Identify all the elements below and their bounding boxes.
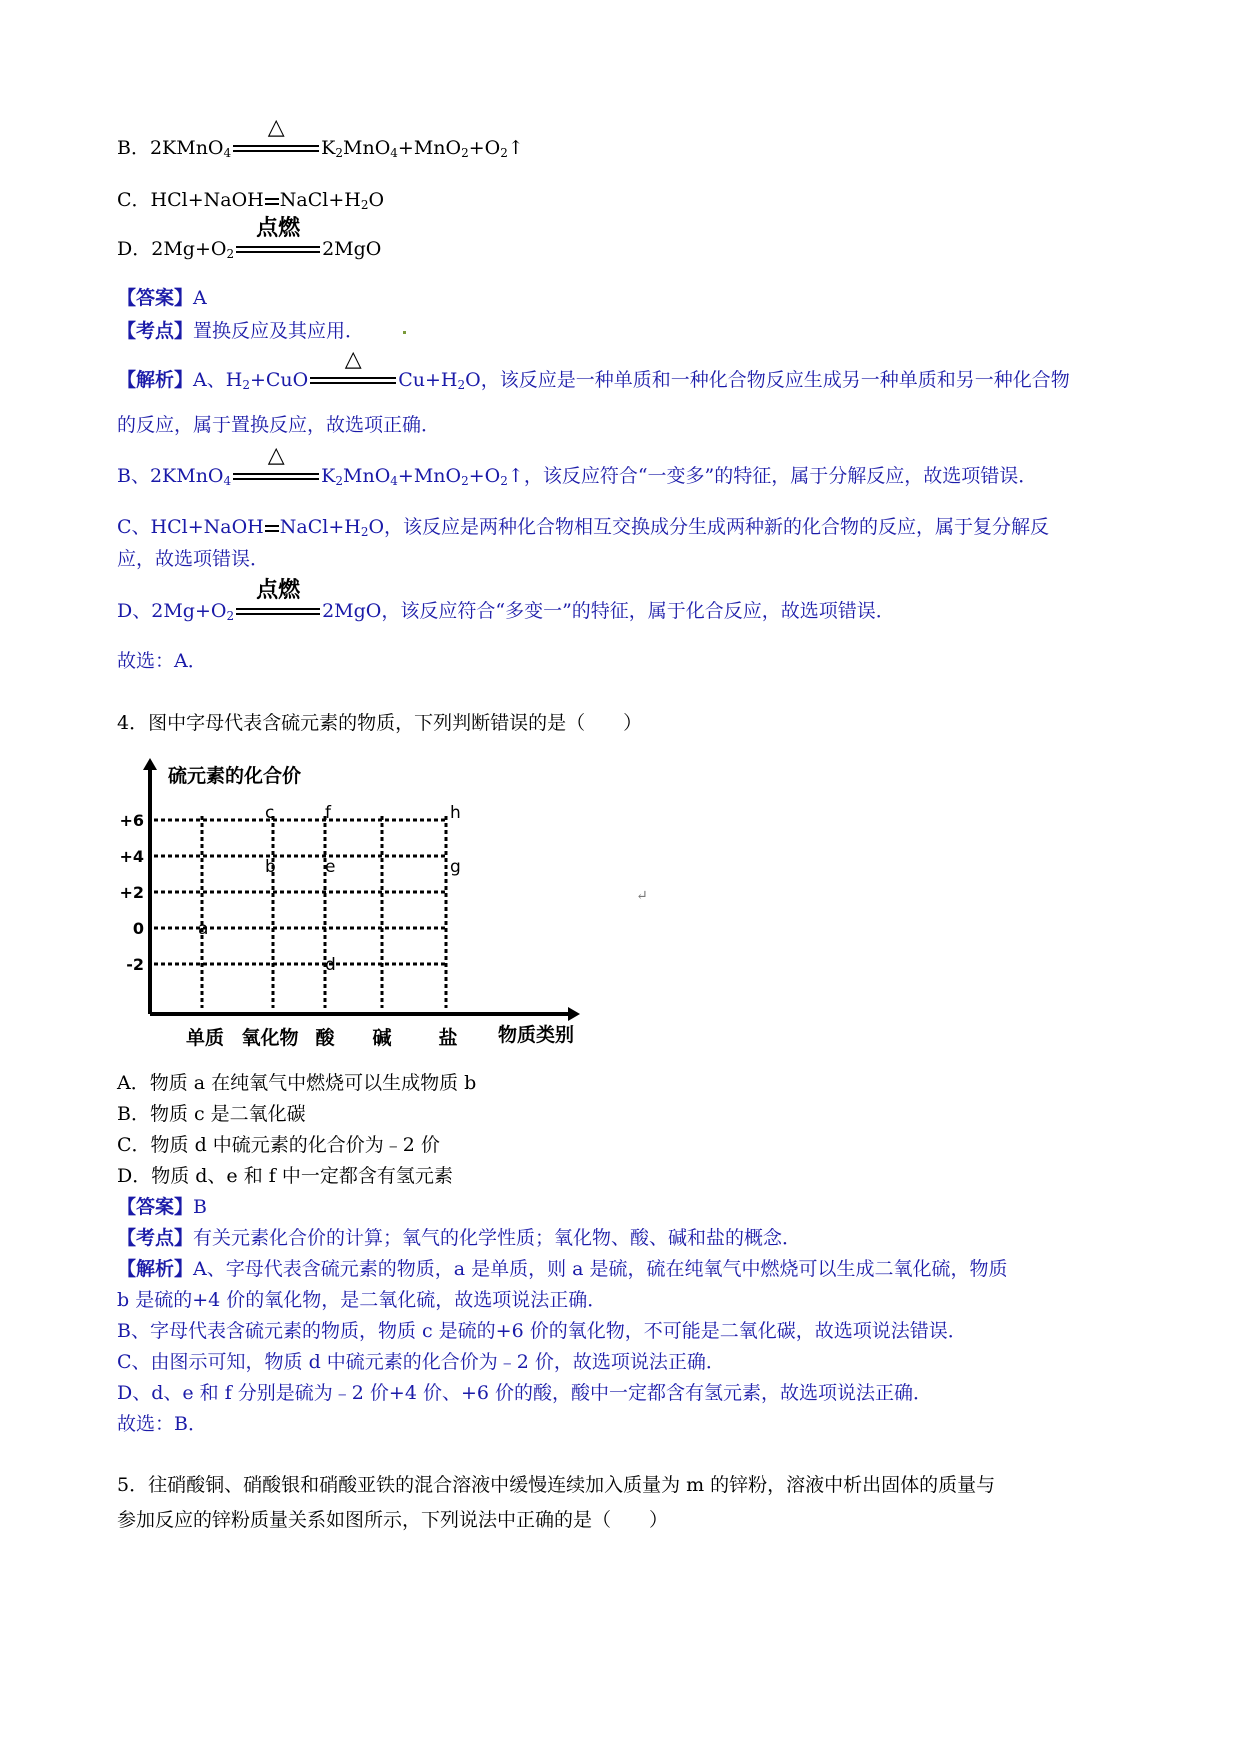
- point-label-g: g: [450, 857, 461, 877]
- question-5-stem-line1: 5．往硝酸铜、硝酸银和硝酸亚铁的混合溶液中缓慢连续加入质量为 m 的锌粉，溶液中析出固体的质量与: [117, 1474, 996, 1496]
- subscript: 2: [360, 525, 369, 539]
- return-mark-icon: ↵: [636, 888, 648, 904]
- point-label-f: f: [325, 803, 331, 823]
- y-tick-label: 0: [132, 919, 144, 938]
- analysis-text: NaCl+H: [279, 516, 361, 538]
- answer-text: B: [193, 1196, 207, 1218]
- y-tick-label: +4: [120, 847, 144, 866]
- x-category-label: 氧化物: [241, 1027, 299, 1049]
- kaodian-text: 置换反应及其应用．: [193, 320, 365, 342]
- point-label-e: e: [325, 857, 336, 877]
- x-category-label: 碱: [372, 1027, 392, 1049]
- q4-option-c: C．物质 d 中硫元素的化合价为﹣2 价: [117, 1134, 440, 1156]
- analysis-text: Cu+H: [398, 369, 458, 391]
- analysis-text: B、2KMnO: [117, 465, 224, 487]
- subscript: 2: [461, 474, 469, 488]
- analysis-text: MnO: [343, 465, 391, 487]
- ignite-label: 点燃: [256, 216, 301, 241]
- analysis-text: O，该反应是两种化合物相互交换成分生成两种新的化合物的反应，属于复分解反: [368, 516, 1050, 538]
- q4-analysis-line1: [117, 1256, 1008, 1282]
- analysis-text: ↑，该反应符合“一变多”的特征，属于分解反应，故选项错误．: [507, 465, 1038, 487]
- analysis-text: 2MgO，该反应符合“多变一”的特征，属于化合反应，故选项错误．: [322, 600, 895, 622]
- point-label-d: d: [325, 955, 336, 975]
- option-d-label: D．2Mg+O: [117, 238, 227, 260]
- subscript: 2: [500, 474, 508, 488]
- y-tick-label: +2: [120, 883, 144, 902]
- subscript: 2: [242, 378, 250, 392]
- heat-symbol: △: [267, 443, 285, 468]
- analysis-d-line: [117, 578, 895, 624]
- point-label-c: c: [265, 803, 275, 823]
- analysis-text: D、2Mg+O: [117, 600, 227, 622]
- heat-condition: [231, 443, 321, 487]
- y-tick-label: +6: [120, 811, 144, 830]
- answer-line: [117, 285, 207, 311]
- q4-kaodian-line: [117, 1225, 801, 1251]
- subscript: 2: [360, 198, 369, 212]
- q4-analysis-line2: b 是硫的+4 价的氧化物，是二氧化硫，故选项说法正确．: [117, 1289, 607, 1311]
- valence-chart: [120, 752, 640, 1056]
- analysis-tag: 【解析】: [117, 1258, 194, 1280]
- analysis-text: +MnO: [397, 465, 462, 487]
- heat-condition: [231, 115, 321, 159]
- heat-condition: [308, 347, 398, 391]
- stray-dot: [403, 331, 406, 334]
- subscript: 2: [457, 378, 466, 392]
- point-label-a: a: [198, 919, 209, 939]
- chart-svg: [120, 752, 640, 1052]
- subscript: 2: [335, 146, 343, 160]
- analysis-c-line2: 应，故选项错误．: [117, 548, 270, 570]
- analysis-text: +O: [468, 465, 501, 487]
- question-4-stem: 4．图中字母代表含硫元素的物质，下列判断错误的是（ ）: [117, 712, 643, 734]
- kaodian-tag: 【考点】: [117, 320, 194, 342]
- x-category-label: 单质: [185, 1027, 225, 1049]
- ignite-label: 点燃: [256, 578, 301, 603]
- ignite-condition: [234, 578, 322, 622]
- question-5-stem-line2: 参加反应的锌粉质量关系如图所示，下列说法中正确的是（ ）: [117, 1509, 669, 1531]
- subscript: 2: [335, 474, 343, 488]
- product-text: MnO: [343, 137, 391, 159]
- x-axis-arrow-icon: [568, 1007, 580, 1021]
- conclusion-q3: 故选：A．: [117, 650, 207, 672]
- option-b-equation: [117, 115, 524, 161]
- subscript: 4: [223, 146, 232, 160]
- q4-answer-line: [117, 1194, 207, 1220]
- conclusion-q4: 故选：B．: [117, 1413, 207, 1435]
- analysis-text: A、H: [193, 369, 243, 391]
- q4-analysis-line3: B、字母代表含硫元素的物质，物质 c 是硫的+6 价的氧化物，不可能是二氧化碳，故选项说法错误．: [117, 1320, 967, 1342]
- y-axis-label: 硫元素的化合价: [168, 765, 302, 787]
- y-tick-label: -2: [126, 955, 144, 974]
- analysis-text: K: [321, 465, 336, 487]
- kaodian-tag: 【考点】: [117, 1227, 194, 1249]
- gas-arrow: ↑: [507, 137, 524, 159]
- subscript: 4: [390, 146, 398, 160]
- analysis-tag: 【解析】: [117, 369, 194, 391]
- product-text: K: [321, 137, 336, 159]
- subscript: 2: [461, 146, 469, 160]
- analysis-a-line: [117, 347, 1070, 393]
- heat-symbol: △: [344, 347, 362, 372]
- analysis-text: A、字母代表含硫元素的物质，a 是单质，则 a 是硫，硫在纯氧气中燃烧可以生成二氧化硫，物质: [193, 1258, 1008, 1280]
- q4-analysis-line4: C、由图示可知，物质 d 中硫元素的化合价为﹣2 价，故选项说法正确．: [117, 1351, 725, 1373]
- product-text: O: [368, 189, 385, 211]
- kaodian-line: [117, 318, 364, 344]
- point-label-h: h: [450, 803, 461, 823]
- product-text: +MnO: [397, 137, 462, 159]
- q4-option-b: B．物质 c 是二氧化碳: [117, 1103, 306, 1125]
- analysis-text: O，该反应是一种单质和一种化合物反应生成另一种单质和另一种化合物: [465, 369, 1070, 391]
- analysis-b-line: [117, 443, 1038, 489]
- option-c-equation: [117, 187, 384, 213]
- option-c-label: C．HCl+NaOH: [117, 189, 264, 211]
- option-d-equation: [117, 216, 382, 262]
- point-label-b: b: [265, 857, 276, 877]
- heat-symbol: △: [267, 115, 285, 140]
- option-b-label: B．2KMnO: [117, 137, 224, 159]
- answer-text: A: [193, 287, 207, 309]
- analysis-c-line: [117, 514, 1049, 540]
- x-category-label: 酸: [315, 1027, 335, 1049]
- product-text: 2MgO: [322, 238, 382, 260]
- subscript: 2: [226, 247, 235, 261]
- subscript: 4: [223, 474, 232, 488]
- subscript: 2: [226, 609, 235, 623]
- q4-option-a: A．物质 a 在纯氧气中燃烧可以生成物质 b: [117, 1072, 477, 1094]
- answer-tag: 【答案】: [117, 287, 194, 309]
- x-axis-label: 物质类别: [498, 1024, 575, 1046]
- y-axis-arrow-icon: [143, 758, 157, 770]
- analysis-a-line2: 的反应，属于置换反应，故选项正确．: [117, 414, 441, 436]
- subscript: 4: [390, 474, 398, 488]
- kaodian-text: 有关元素化合价的计算；氧气的化学性质；氧化物、酸、碱和盐的概念．: [193, 1227, 802, 1249]
- ignite-condition: [234, 216, 322, 260]
- q4-analysis-line5: D、d、e 和 f 分别是硫为﹣2 价+4 价、+6 价的酸，酸中一定都含有氢元素，故选项说法正确．: [117, 1382, 933, 1404]
- answer-tag: 【答案】: [117, 1196, 194, 1218]
- q4-option-d: D．物质 d、e 和 f 中一定都含有氢元素: [117, 1165, 453, 1187]
- x-category-label: 盐: [438, 1027, 458, 1049]
- analysis-text: +CuO: [249, 369, 309, 391]
- product-text: NaCl+H: [279, 189, 361, 211]
- subscript: 2: [500, 146, 508, 160]
- analysis-text: C、HCl+NaOH: [117, 516, 264, 538]
- product-text: +O: [468, 137, 501, 159]
